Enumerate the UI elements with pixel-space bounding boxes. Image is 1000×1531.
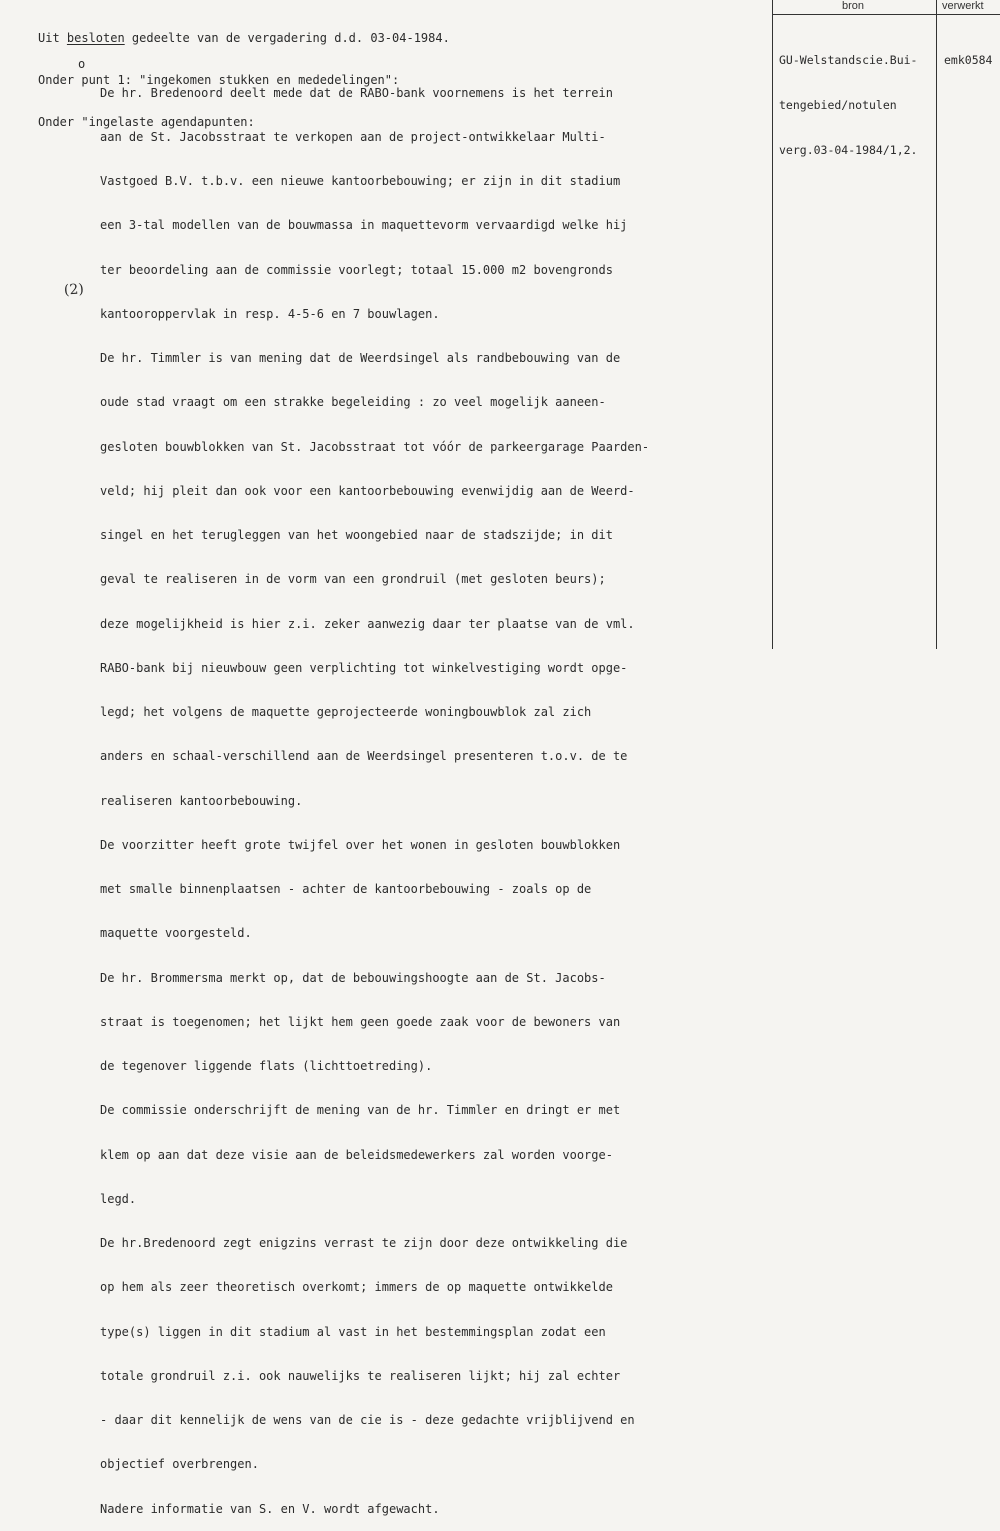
header-prefix: Uit xyxy=(38,31,67,45)
body-line: deze mogelijkheid is hier z.i. zeker aanwezig daar ter plaatse van de vml. xyxy=(100,616,635,631)
body-line: geval te realiseren in de vorm van een grondruil (met gesloten beurs); xyxy=(100,572,606,587)
body-line: De commissie onderschrijft de mening van de hr. Timmler en dringt er met xyxy=(100,1103,621,1118)
body-line: anders en schaal-verschillend aan de Weerdsingel presenteren t.o.v. de te xyxy=(100,749,628,764)
handwritten-margin-mark: (2) xyxy=(63,281,85,299)
bron-line: verg.03-04-1984/1,2. xyxy=(779,143,918,157)
header-line-3: Onder "ingelaste agendapunten: xyxy=(38,115,255,129)
body-line: De hr. Brommersma merkt op, dat de bebouwingshoogte aan de St. Jacobs- xyxy=(100,970,606,985)
body-line: op hem als zeer theoretisch overkomt; immers de op maquette ontwikkelde xyxy=(100,1280,613,1295)
body-line: totale grondruil z.i. ook nauwelijks te realiseren lijkt; hij zal echter xyxy=(100,1368,621,1383)
body-line: maquette voorgesteld. xyxy=(100,926,252,941)
body-line: oude stad vraagt om een strakke begeleiding : zo veel mogelijk aaneen- xyxy=(100,395,606,410)
bron-line: GU-Welstandscie.Bui- xyxy=(779,53,918,67)
body-line: - daar dit kennelijk de wens van de cie is - deze gedachte vrijblijvend en xyxy=(100,1413,635,1427)
column-header-verwerkt: verwerkt xyxy=(942,0,984,12)
bron-line: tengebied/notulen xyxy=(779,98,897,112)
body-line: legd; het volgens de maquette geprojecteerde woningbouwblok zal zich xyxy=(100,705,592,719)
verwerkt-code: emk0584 xyxy=(944,53,993,67)
header-besloten: besloten xyxy=(66,31,125,45)
header-line-2: Onder punt 1: "ingekomen stukken en mededelingen": xyxy=(38,73,400,87)
header-rest: gedeelte van de vergadering d.d. 03-04-1984. xyxy=(124,31,450,45)
body-line: De hr.Bredenoord zegt enigzins verrast te zijn door deze ontwikkeling die xyxy=(100,1236,628,1250)
column-header-rule xyxy=(772,14,1000,15)
body-line: een 3-tal modellen van de bouwmassa in maquettevorm vervaardigd welke hij xyxy=(100,218,628,233)
body-line: type(s) liggen in dit stadium al vast in het bestemmingsplan zodat een xyxy=(100,1324,606,1339)
body-line: RABO-bank bij nieuwbouw geen verplichting tot winkelvestiging wordt opge- xyxy=(100,660,628,675)
body-line: met smalle binnenplaatsen - achter de kantoorbebouwing - zoals op de xyxy=(100,882,592,896)
body-line: singel en het terugleggen van het woongebied naar de stadszijde; in dit xyxy=(100,528,613,542)
body-line: gesloten bouwblokken van St. Jacobsstraat tot vóór de parkeergarage Paarden- xyxy=(100,439,650,454)
bron-reference xyxy=(779,23,917,173)
body-line: Vastgoed B.V. t.b.v. een nieuwe kantoorbebouwing; er zijn in dit stadium xyxy=(100,174,621,188)
body-line: de tegenover liggende flats (lichttoetreding). xyxy=(100,1059,433,1073)
body-line: objectief overbrengen. xyxy=(100,1457,259,1472)
body-line: aan de St. Jacobsstraat te verkopen aan de project-ontwikkelaar Multi- xyxy=(100,129,606,144)
column-header-bron: bron xyxy=(842,0,865,12)
body-line: ter beoordeling aan de commissie voorlegt; totaal 15.000 m2 bovengronds xyxy=(100,262,613,277)
body-line: klem op aan dat deze visie aan de beleidsmedewerkers zal worden voorge- xyxy=(100,1147,613,1162)
body-line: legd. xyxy=(100,1191,137,1206)
body-line: De voorzitter heeft grote twijfel over het wonen in gesloten bouwblokken xyxy=(100,837,621,852)
column-rule-middle xyxy=(936,0,937,649)
column-rule-left xyxy=(772,0,773,649)
body-line: kantooroppervlak in resp. 4-5-6 en 7 bouwlagen. xyxy=(100,306,440,321)
body-line: realiseren kantoorbebouwing. xyxy=(100,793,303,808)
body-line: veld; hij pleit dan ook voor een kantoorbebouwing evenwijdig aan de Weerd- xyxy=(100,483,635,498)
header-line-1 xyxy=(38,31,450,45)
body-line: De hr. Timmler is van mening dat de Weerdsingel als randbebouwing van de xyxy=(100,351,621,365)
body-line: Nadere informatie van S. en V. wordt afgewacht. xyxy=(100,1501,440,1516)
bullet-marker: o xyxy=(78,57,86,71)
body-line: straat is toegenomen; het lijkt hem geen goede zaak voor de bewoners van xyxy=(100,1014,621,1029)
minutes-body xyxy=(100,56,649,1531)
body-line: De hr. Bredenoord deelt mede dat de RABO-bank voornemens is het terrein xyxy=(100,85,613,100)
